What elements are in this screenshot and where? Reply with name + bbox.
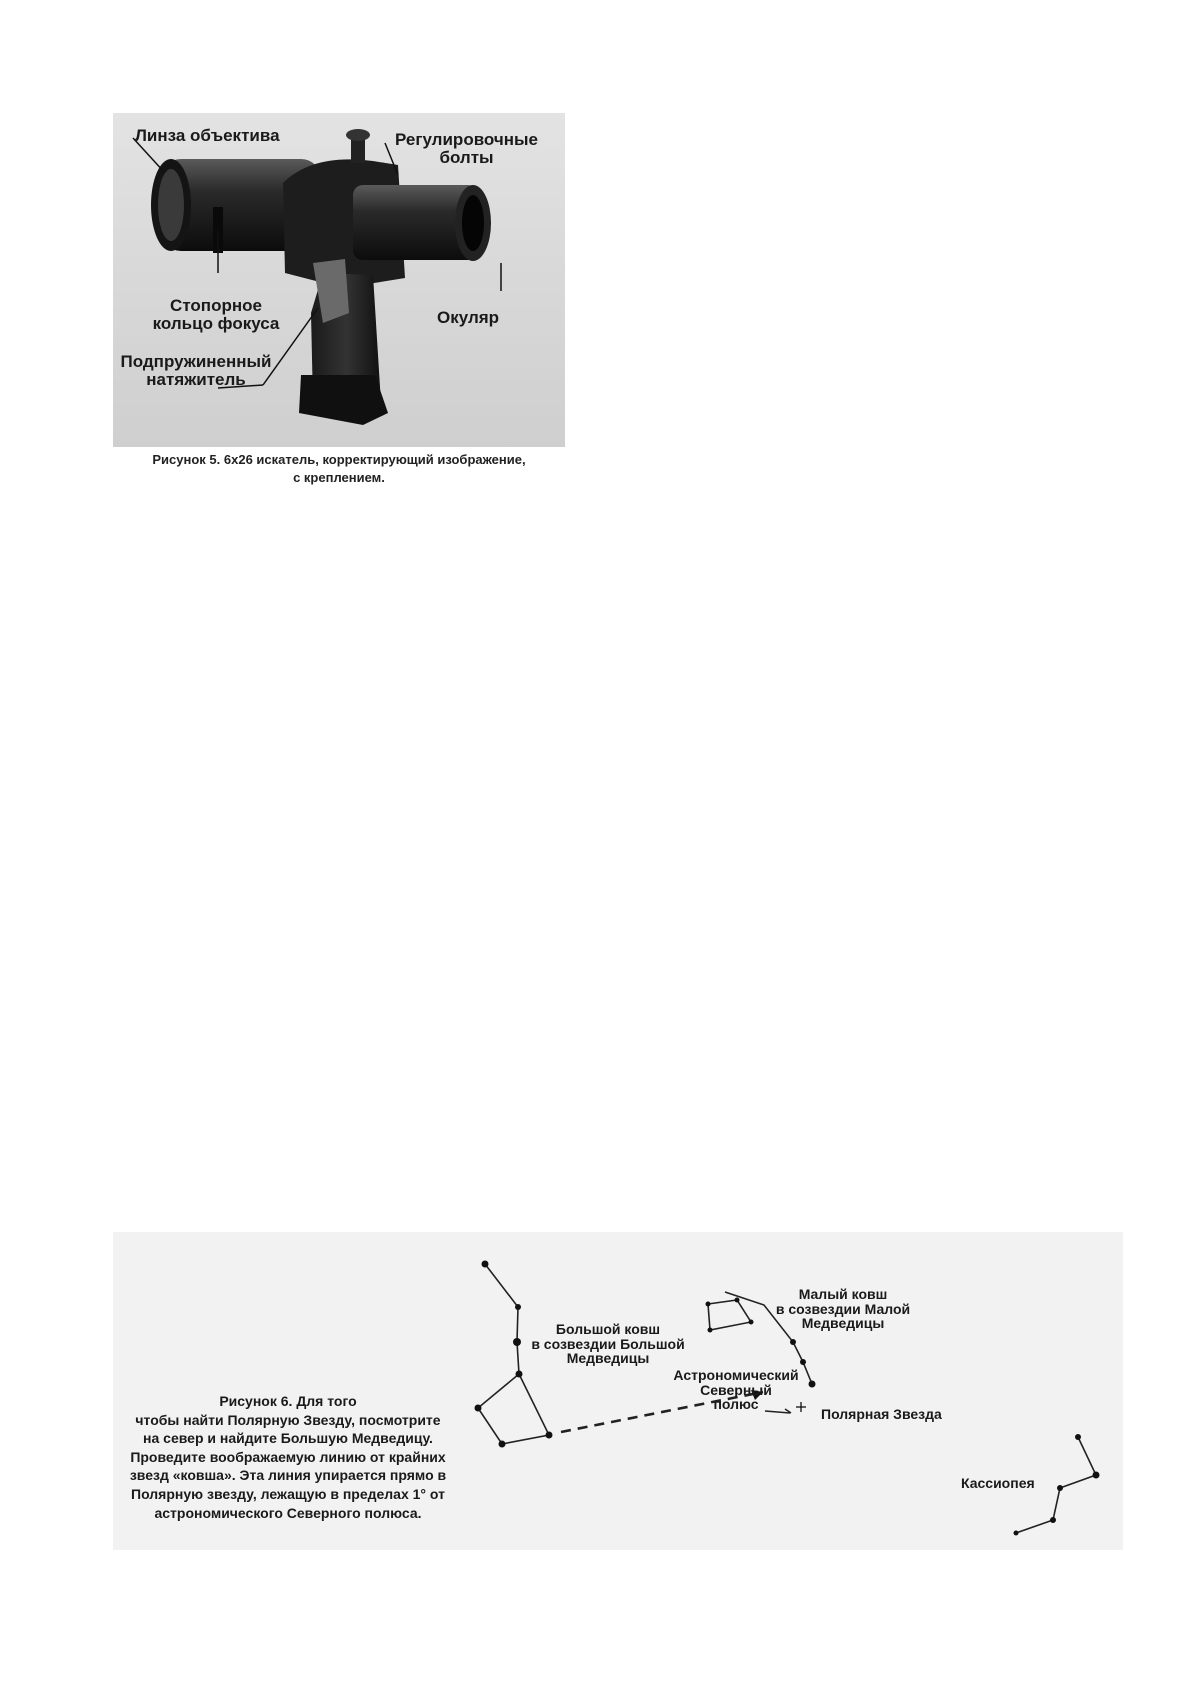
figure-5-caption: Рисунок 5. 6x26 искатель, корректирующий изображение, с креплением. (152, 452, 526, 485)
label-spring-tensioner: Подпружиненный натяжитель (120, 352, 272, 389)
eyepiece-lens (462, 195, 484, 251)
label-little-dipper: Малый ковш в созвездии Малой Медведицы (775, 1286, 911, 1332)
label-polaris: Полярная Звезда (821, 1406, 942, 1422)
adjustment-bolt (346, 129, 370, 141)
label-eyepiece: Окуляр (437, 308, 500, 327)
finder-scope-photo (113, 113, 565, 447)
label-adjustment-bolts: Регулировочные болты (395, 130, 538, 167)
mount-base (299, 375, 388, 425)
figure-6-caption: Рисунок 6. Для того чтобы найти Полярную Звезду, посмотрите на север и найдите Большую Медведицу. Проведите воображаемую линию от крайних звезд «ковша». Эта линия упирается прямо в Полярную звезду, лежащую в пределах 1° от астрономического Северного полюса. (129, 1393, 447, 1521)
figure-6 (113, 1232, 1123, 1550)
label-big-dipper: Большой ковш в созвездии Большой Медведицы (531, 1321, 685, 1367)
label-objective-lens: Линза объектива (135, 126, 280, 145)
label-focus-lock-ring: Стопорное кольцо фокуса (152, 296, 280, 333)
figure-5 (113, 113, 565, 498)
label-north-pole: Астрономический Северный полюс (673, 1367, 799, 1413)
little-dipper-bowl (708, 1300, 751, 1330)
label-cassiopeia: Кассиопея (961, 1475, 1035, 1491)
